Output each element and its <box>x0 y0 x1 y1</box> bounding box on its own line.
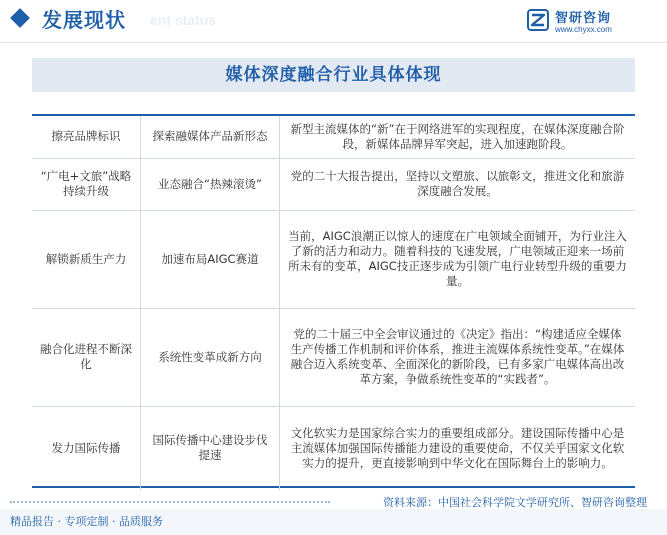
brand-logo[interactable] <box>527 6 647 36</box>
section-title: 发展现状 <box>42 8 126 32</box>
footer-bar <box>0 509 667 535</box>
row-category: 解锁新质生产力 <box>32 210 141 308</box>
table-row <box>32 158 635 210</box>
source-row <box>0 491 667 511</box>
table-row <box>32 308 635 406</box>
row-description: 新型主流媒体的“新”在于网络进军的实现程度，在媒体深度融合阶段，新媒体品牌异军突起，进入加速跑阶段。 <box>280 116 636 158</box>
row-direction: 业态融合“热辣滚烫” <box>141 158 280 210</box>
table-row <box>32 116 635 158</box>
row-description: 党的二十届三中全会审议通过的《决定》指出：“构建适应全媒体生产传播工作机制和评价体系，推进主流媒体系统性变革。”在媒体融合迈入系统变革、全面深化的新阶段，已有多家广电媒体高出改革方案，争做系统性变革的“实践者”。 <box>280 308 636 406</box>
row-direction: 系统性变革成新方向 <box>141 308 280 406</box>
row-description: 当前，AIGC浪潮正以惊人的速度在广电领域全面铺开，为行业注入了新的活力和动力。随着科技的飞速发展，广电领域正迎来一场前所未有的变革，AIGC技正逐步成为引领广电行业转型升级的重要力量。 <box>280 210 636 308</box>
logo-name: 智研咨询 <box>555 11 612 26</box>
header-divider <box>0 42 667 43</box>
row-description: 文化软实力是国家综合实力的重要组成部分。建设国际传播中心是主流媒体加强国际传播能力建设的重要使命，不仅关乎国家文化软实力的提升，更直接影响到中华文化在国际舞台上的影响力。 <box>280 406 636 490</box>
table-row <box>32 406 635 490</box>
row-direction: 加速布局AIGC赛道 <box>141 210 280 308</box>
row-category: 擦亮品牌标识 <box>32 116 141 158</box>
row-direction: 探索融媒体产品新形态 <box>141 116 280 158</box>
zhiyan-logo-icon <box>527 9 549 31</box>
table-title: 媒体深度融合行业具体体现 <box>32 58 635 92</box>
row-description: 党的二十大报告提出，坚持以文塑旅、以旅彰文，推进文化和旅游深度融合发展。 <box>280 158 636 210</box>
content-table <box>32 114 635 488</box>
dotted-divider <box>10 501 330 504</box>
page-header <box>0 0 667 40</box>
footer-slogan: 精品报告 · 专项定制 · 品质服务 <box>10 515 163 528</box>
row-category: 发力国际传播 <box>32 406 141 490</box>
row-direction: 国际传播中心建设步伐提速 <box>141 406 280 490</box>
source-note: 资料来源：中国社会科学院文学研究所、智研咨询整理 <box>383 496 647 509</box>
diamond-bullet-icon <box>10 8 30 28</box>
table-row <box>32 210 635 308</box>
row-category: 融合化进程不断深化 <box>32 308 141 406</box>
logo-url: www.chyxx.com <box>555 25 612 34</box>
section-subtitle: ent status <box>150 12 217 28</box>
row-category: “广电+文旅”战略持续升级 <box>32 158 141 210</box>
